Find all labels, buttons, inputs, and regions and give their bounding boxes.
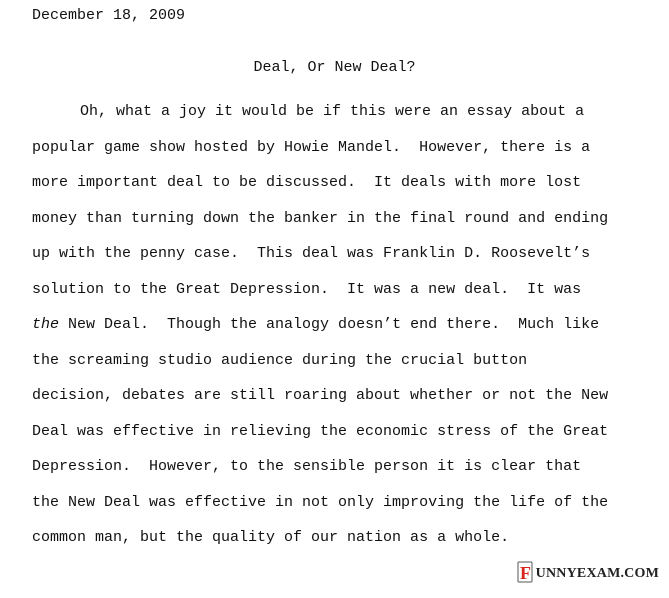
emphasized-word: the <box>32 316 60 333</box>
paragraph-line: common man, but the quality of our nation as a whole. <box>32 529 510 546</box>
paragraph-line: decision, debates are still roaring about whether or not the New <box>32 387 609 404</box>
watermark-text: UNNYEXAM.COM <box>535 566 659 581</box>
paragraph-line: up with the penny case. This deal was Franklin D. Roosevelt’s <box>32 245 591 262</box>
funnyexam-logo-icon <box>517 560 535 584</box>
paragraph-line <box>32 314 652 350</box>
logo-letter: F <box>519 563 531 583</box>
paragraph-line: the New Deal was effective in not only improving the life of the <box>32 493 609 511</box>
paragraph-line: Depression. However, to the sensible person it is clear that <box>32 458 582 475</box>
paragraph-line: Oh, what a joy it would be if this were an essay about a <box>80 103 585 120</box>
paragraph-line: more important deal to be discussed. It deals with more lost <box>32 174 582 191</box>
paragraph-line: solution to the Great Depression. It was a new deal. It was <box>32 280 582 298</box>
essay-paragraph <box>32 101 652 563</box>
funnyexam-watermark <box>517 560 659 584</box>
paragraph-line: the screaming studio audience during the crucial button <box>32 351 528 369</box>
essay-date: December 18, 2009 <box>32 7 186 24</box>
line-text: New Deal. Though the analogy doesn’t end there. Much like <box>59 316 600 333</box>
paragraph-line: money than turning down the banker in the final round and ending <box>32 209 609 227</box>
paragraph-line: popular game show hosted by Howie Mandel. However, there is a <box>32 138 591 156</box>
paragraph-line: Deal was effective in relieving the economic stress of the Great <box>32 422 609 440</box>
essay-title: Deal, Or New Deal? <box>253 59 416 76</box>
